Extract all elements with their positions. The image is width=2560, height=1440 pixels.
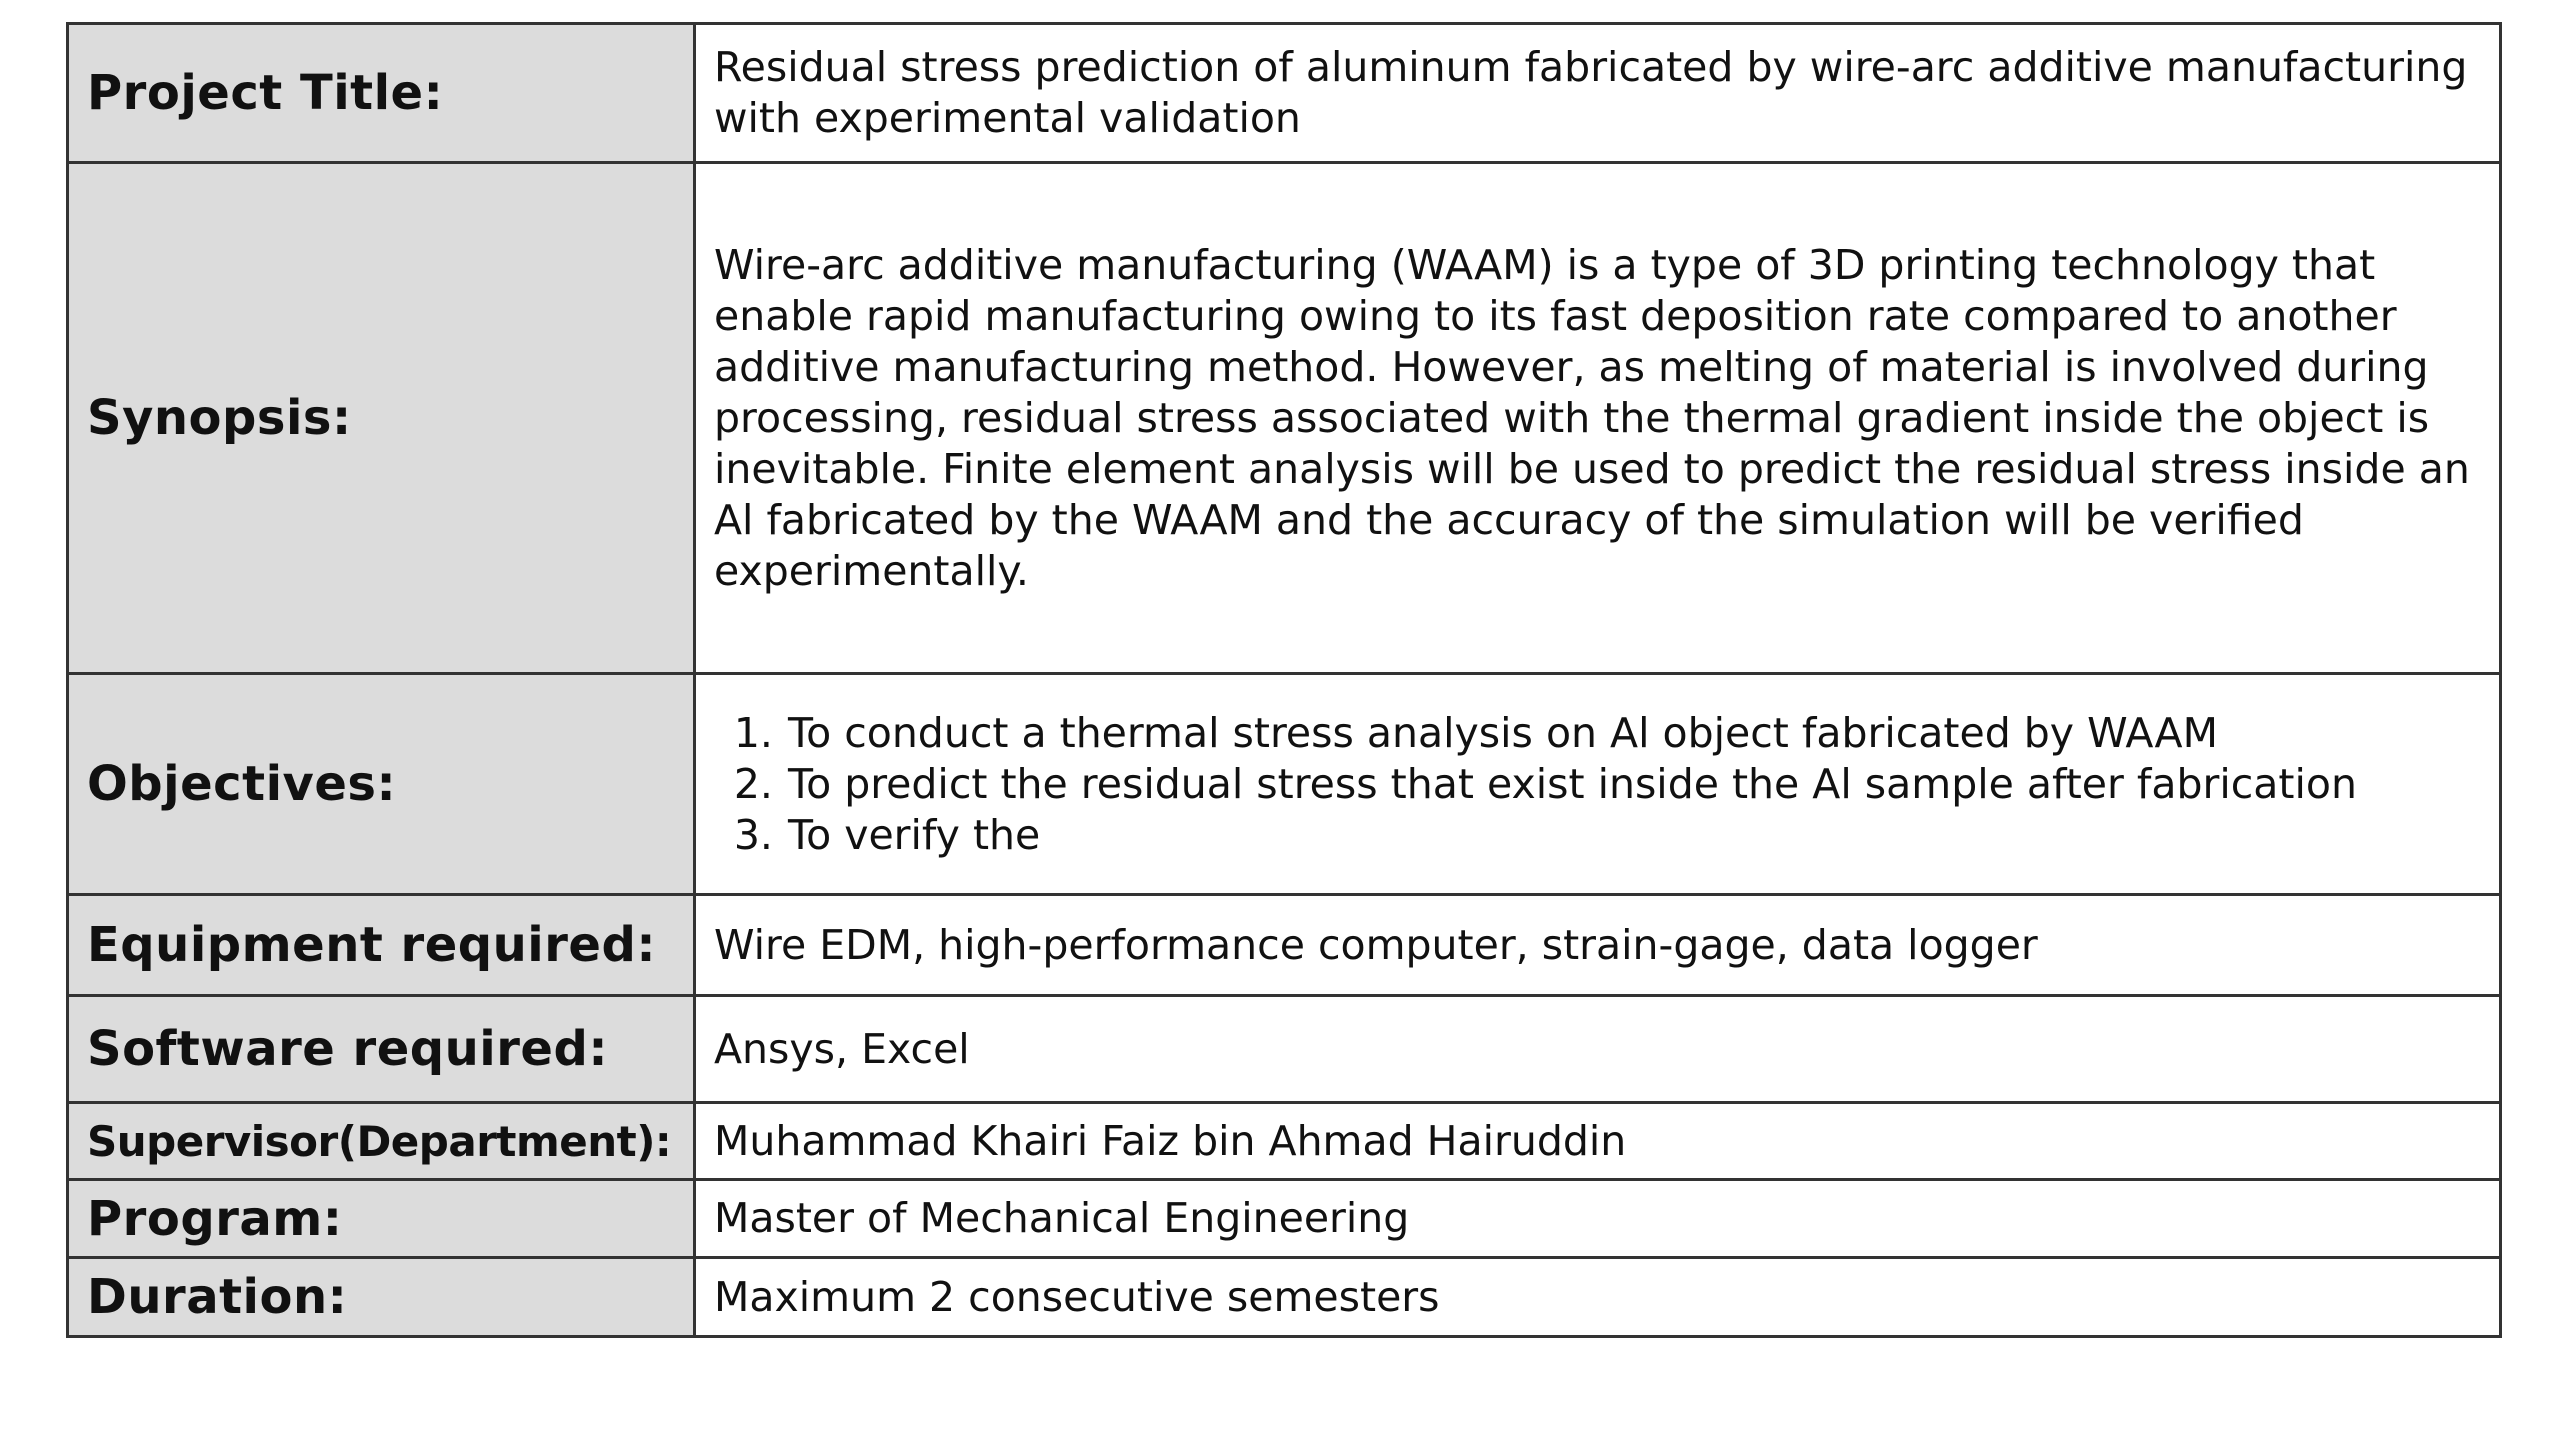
supervisor-value: Muhammad Khairi Faiz bin Ahmad Hairuddin: [695, 1103, 2501, 1180]
equipment-row: [68, 895, 2501, 996]
equipment-value: Wire EDM, high-performance computer, strain-gage, data logger: [695, 895, 2501, 996]
equipment-label: Equipment required:: [68, 895, 695, 996]
duration-label: Duration:: [68, 1258, 695, 1337]
project-title-label: Project Title:: [68, 24, 695, 163]
program-value: Master of Mechanical Engineering: [695, 1180, 2501, 1258]
duration-value: Maximum 2 consecutive semesters: [695, 1258, 2501, 1337]
objective-item-3: 3. To verify the: [786, 810, 2475, 861]
project-details-table: [66, 22, 2502, 1338]
duration-row: [68, 1258, 2501, 1337]
supervisor-row: [68, 1103, 2501, 1180]
supervisor-label: Supervisor(Department):: [68, 1103, 695, 1180]
synopsis-row: [68, 163, 2501, 674]
software-value: Ansys, Excel: [695, 996, 2501, 1103]
software-row: [68, 996, 2501, 1103]
objectives-value: [695, 674, 2501, 895]
objectives-list: [714, 708, 2475, 861]
software-label: Software required:: [68, 996, 695, 1103]
program-label: Program:: [68, 1180, 695, 1258]
objective-item-2: 2. To predict the residual stress that exist inside the Al sample after fabrication: [786, 759, 2475, 810]
objectives-label: Objectives:: [68, 674, 695, 895]
project-title-value: Residual stress prediction of aluminum fabricated by wire-arc additive manufacturing with experimental validation: [695, 24, 2501, 163]
project-sheet: [66, 22, 2502, 1338]
project-title-row: [68, 24, 2501, 163]
program-row: [68, 1180, 2501, 1258]
synopsis-label: Synopsis:: [68, 163, 695, 674]
synopsis-value: Wire-arc additive manufacturing (WAAM) is a type of 3D printing technology that enable rapid manufacturing owing to its fast deposition rate compared to another additive manufacturing method. However, as melting of material is involved during processing, residual stress associated with the thermal gradient inside the object is inevitable. Finite element analysis will be used to predict the residual stress inside an Al fabricated by the WAAM and the accuracy of the simulation will be verified experimentally.: [695, 163, 2501, 674]
objective-item-1: 1. To conduct a thermal stress analysis on Al object fabricated by WAAM: [786, 708, 2475, 759]
objectives-row: [68, 674, 2501, 895]
